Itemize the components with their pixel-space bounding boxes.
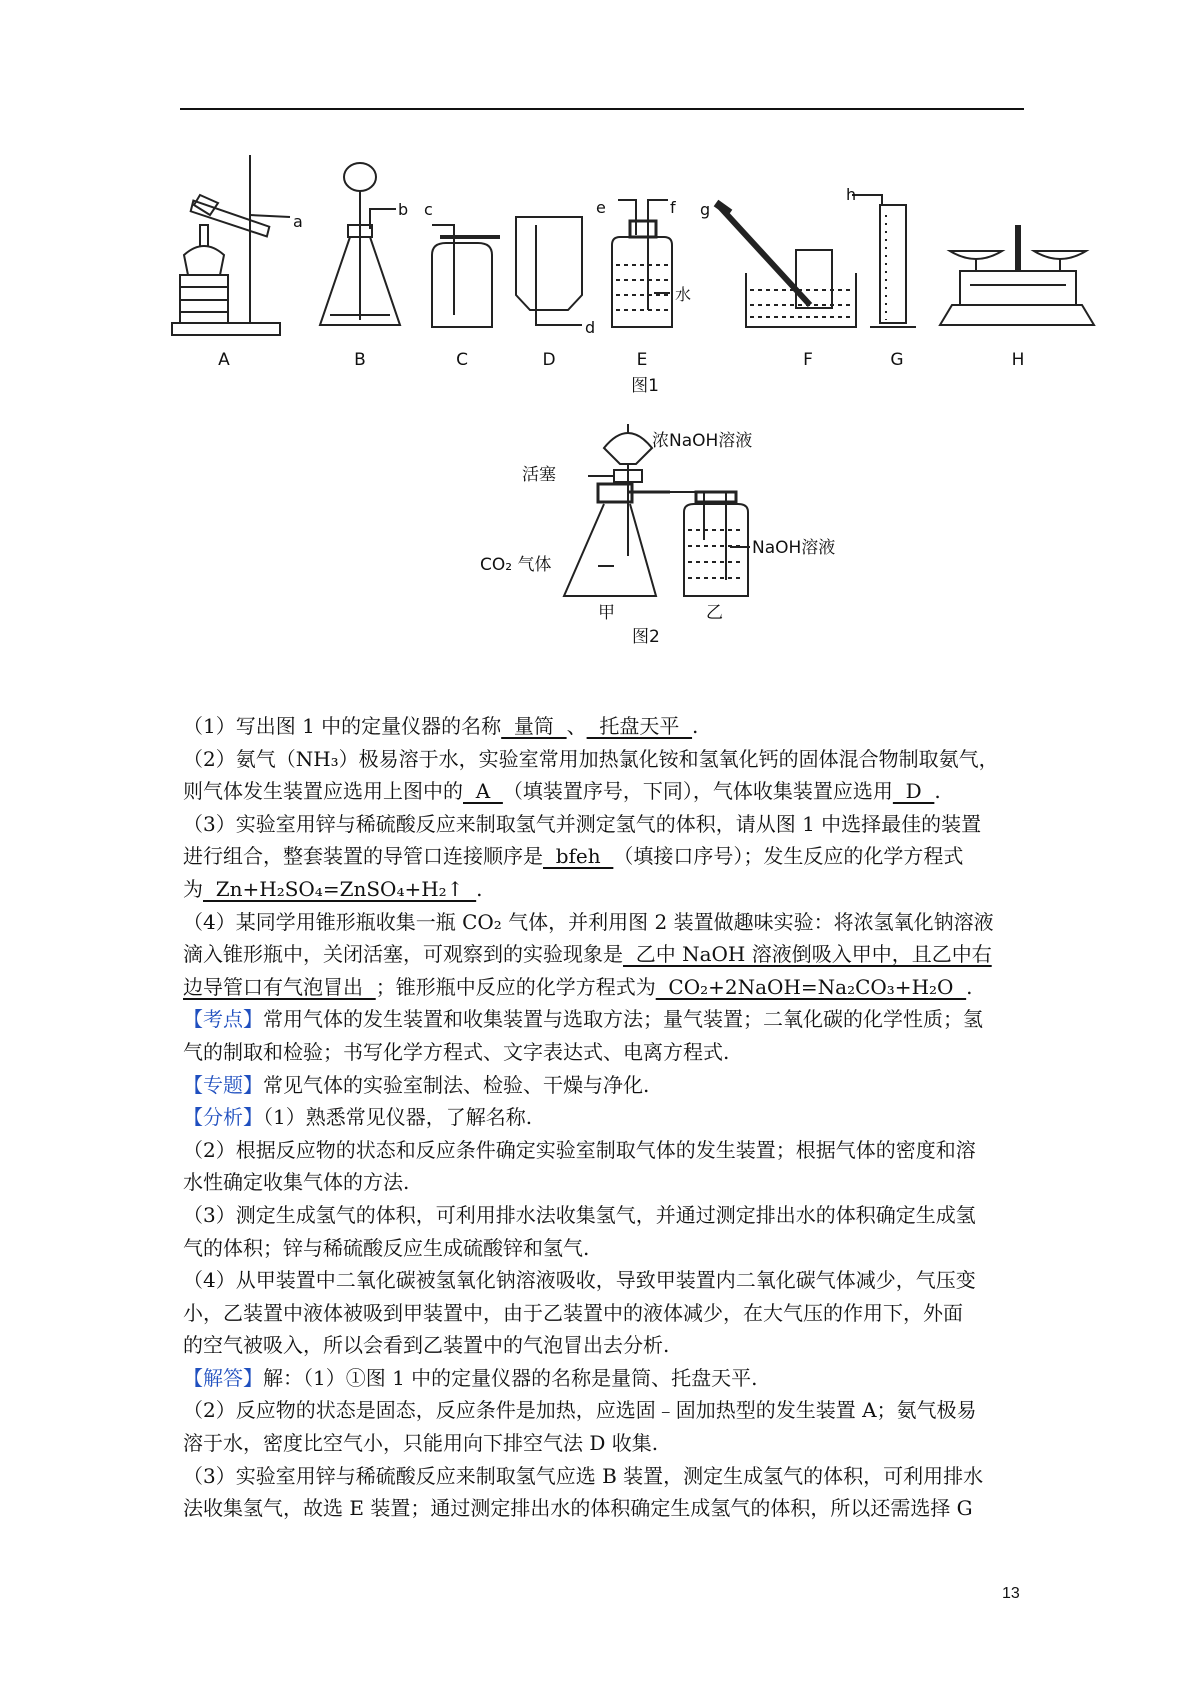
question-4-line1: （4）某同学用锥形瓶收集一瓶 CO₂ 气体，并利用图 2 装置做趣味实验：将浓氢氧化钠溶液 [183,909,994,934]
port-a: a [293,212,303,231]
answer-1b: 托盘天平 [586,714,693,738]
apparatus-e [612,200,672,327]
figure-1-apparatus [170,155,1200,425]
jia-label: 甲 [598,603,615,623]
answer-1a: 量筒 [501,714,567,738]
jieda-2a: （2）反应物的状态是固态，反应条件是加热，应选固﹣固加热型的发生装置 A；氨气极易 [183,1398,977,1423]
header-rule [180,108,1024,110]
answer-3b: Zn+H₂SO₄=ZnSO₄+H₂↑ [203,876,477,901]
label-c: C [456,350,468,370]
figure-2-apparatus [480,420,940,710]
figure-1-caption: 图1 [631,376,659,396]
port-h: h [846,185,857,204]
answer-4b: CO₂+2NaOH=Na₂CO₃+H₂O [655,974,967,999]
answer-2a: A [463,779,503,804]
port-c: c [424,200,433,219]
stopcock-label: 活塞 [522,465,556,485]
port-g: g [700,200,711,219]
question-1: （1）写出图 1 中的定量仪器的名称 量筒 、 托盘天平 . [183,714,699,738]
bottle-yi [670,492,750,596]
label-h: H [1011,350,1025,370]
zhuanti-tag: 【专题】 [183,1072,263,1097]
fenxi-3a: （3）测定生成氢气的体积，可利用排水法收集氢气，并通过测定排出水的体积确定生成氢 [183,1202,976,1227]
port-d: d [585,318,596,337]
port-f: f [670,198,676,217]
question-3-line1: （3）实验室用锌与稀硫酸反应来制取氢气并测定氢气的体积，请从图 1 中选择最佳的装置 [183,811,982,836]
jieda-tag: 【解答】 [183,1365,263,1390]
apparatus-a [172,155,290,335]
jieda-3a: （3）实验室用锌与稀硫酸反应来制取氢气应选 B 装置，测定生成氢气的体积，可利用排水 [183,1463,984,1488]
answer-3a: bfeh [543,844,614,869]
naoh-conc-label: 浓NaOH溶液 [652,431,753,451]
label-f: F [803,350,813,370]
zhuanti: 【专题】常见气体的实验室制法、检验、干燥与净化. [183,1072,650,1097]
port-e: e [596,198,606,217]
fenxi-4a: （4）从甲装置中二氧化碳被氢氧化钠溶液吸收，导致甲装置内二氧化碳气体减少，气压变 [183,1268,976,1293]
apparatus-b [320,163,400,325]
fenxi-tag: 【分析】 [183,1105,263,1130]
label-b: B [354,350,366,370]
fenxi-2b: 水性确定收集气体的方法. [183,1170,410,1195]
co2-gas-label: CO₂ 气体 [480,555,552,575]
apparatus-c [432,225,500,327]
kaodian-line1: 【考点】常用气体的发生装置和收集装置与选取方法；量气装置；二氧化碳的化学性质；氢 [183,1007,983,1032]
question-2-line1: （2）氨气（NH₃）极易溶于水，实验室常用加热氯化铵和氢氧化钙的固体混合物制取氨气， [183,746,999,771]
kaodian-line2: 气的制取和检验；书写化学方程式、文字表达式、电离方程式. [183,1039,730,1064]
fenxi-1: 【分析】（1）熟悉常见仪器，了解名称. [183,1105,533,1130]
jieda-2b: 溶于水，密度比空气小，只能用向下排空气法 D 收集. [183,1431,659,1456]
fenxi-3b: 气的体积；锌与稀硫酸反应生成硫酸锌和氢气. [183,1235,590,1260]
label-g: G [890,350,904,370]
answer-2b: D [892,779,935,804]
fenxi-4c: 的空气被吸入，所以会看到乙装置中的气泡冒出去分析. [183,1333,670,1358]
label-d: D [542,350,556,370]
naoh-solution-label: NaOH溶液 [752,538,836,558]
question-3-line3: 为 Zn+H₂SO₄=ZnSO₄+H₂↑ . [183,876,483,901]
jieda-1: 【解答】解：（1）①图 1 中的定量仪器的名称是量筒、托盘天平. [183,1365,758,1390]
answer-4a: 乙中 NaOH 溶液倒吸入甲中，且乙中右 [623,942,992,967]
question-4-line2: 滴入锥形瓶中，关闭活塞，可观察到的实验现象是 乙中 NaOH 溶液倒吸入甲中，且乙中右 [183,942,992,967]
port-b: b [398,200,409,219]
label-a: A [218,350,230,370]
apparatus-f [716,203,856,327]
fenxi-2a: （2）根据反应物的状态和反应条件确定实验室制取气体的发生装置；根据气体的密度和溶 [183,1137,976,1162]
question-2-line2: 则气体发生装置应选用上图中的 A （填装置序号，下同），气体收集装置应选用 D . [183,779,941,804]
figure-2-caption: 图2 [632,627,660,647]
apparatus-g [852,195,916,327]
yi-label: 乙 [706,603,723,623]
water-label: 水 [675,285,692,304]
apparatus-d [516,217,582,325]
fenxi-4b: 小，乙装置中液体被吸到甲装置中，由于乙装置中的液体减少，在大气压的作用下，外面 [183,1300,963,1325]
apparatus-h [940,225,1094,325]
question-body [183,710,1023,1525]
kaodian-tag: 【考点】 [183,1007,263,1032]
answer-4a-cont: 边导管口有气泡冒出 [183,974,376,999]
label-e: E [636,350,648,370]
page-number: 13 [1002,1585,1020,1602]
jieda-3b: 法收集氢气，故选 E 装置；通过测定排出水的体积确定生成氢气的体积，所以还需选择 G [183,1496,973,1521]
question-3-line2: 进行组合，整套装置的导管口连接顺序是 bfeh （填接口序号）；发生反应的化学方程式 [183,844,964,869]
question-4-line3: 边导管口有气泡冒出 ；锥形瓶中反应的化学方程式为 CO₂+2NaOH=Na₂CO₃+H₂O . [183,974,973,999]
